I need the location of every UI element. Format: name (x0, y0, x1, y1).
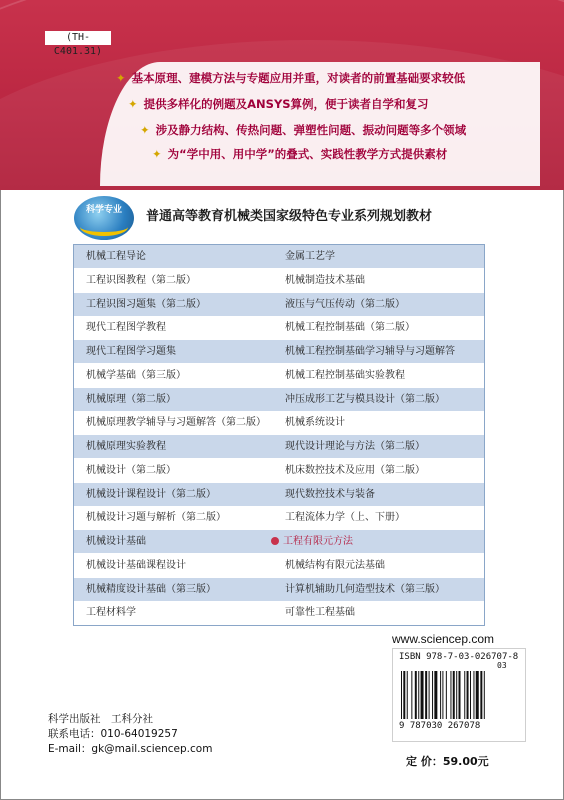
series-logo (74, 196, 134, 240)
barcode-bar (467, 671, 469, 719)
book-title-right: 机械工程控制基础实验教程 (285, 369, 405, 381)
book-title-left: 机械原理（第二版） (86, 393, 176, 405)
star-bullet-icon: ✦ (116, 71, 126, 85)
book-row (74, 506, 484, 529)
barcode-bar (432, 671, 433, 719)
feature-item (140, 122, 466, 138)
barcode (392, 648, 526, 742)
book-title-left: 机械原理实验教程 (86, 441, 166, 452)
barcode-bar (480, 671, 482, 719)
barcode-bar (434, 671, 437, 719)
book-row (74, 411, 484, 434)
book-title-left: 机械精度设计基础（第三版） (86, 583, 216, 595)
star-bullet-icon: ✦ (140, 123, 150, 137)
book-title-right: 机床数控技术及应用（第二版） (285, 464, 425, 476)
book-title-left: 工程识图习题集（第二版） (86, 298, 206, 310)
book-row (74, 269, 484, 292)
barcode-bar (470, 671, 471, 719)
barcode-bar (403, 671, 405, 719)
book-list (73, 244, 485, 626)
book-title-left: 机械原理教学辅导与习题解答（第二版） (86, 417, 266, 429)
book-title-left: 工程材料学 (86, 607, 136, 619)
barcode-bar (476, 671, 479, 719)
price: 定 价：59.00元 (406, 755, 489, 768)
book-row (74, 601, 484, 624)
isbn-text: ISBN 978-7-03-026707-8 (399, 652, 519, 662)
book-row (74, 578, 484, 601)
book-title-left: 机械设计基础课程设计 (86, 559, 186, 571)
book-row (74, 388, 484, 411)
book-title-left: 机械学基础（第三版） (86, 369, 186, 381)
barcode-bar (459, 671, 461, 719)
star-bullet-icon: ✦ (128, 97, 138, 111)
book-title-right: 机械工程控制基础学习辅导与习题解答 (285, 346, 455, 357)
feature-item (128, 96, 429, 112)
feature-text: 为“学中用、用中学”的叠式、实践性教学方式提供素材 (167, 147, 448, 161)
feature-text: 涉及静力结构、传热问题、弹塑性问题、振动问题等多个领域 (155, 123, 467, 137)
barcode-digits: 9 787030 267078 (399, 721, 481, 731)
barcode-bar (421, 671, 424, 719)
barcode-bar (401, 671, 402, 719)
website-link[interactable]: www.sciencep.com (392, 632, 495, 646)
book-row (74, 340, 484, 363)
book-title-left: 机械设计习题与解析（第二版） (86, 512, 226, 524)
highlight-dot-icon (271, 537, 279, 545)
feature-item (116, 70, 465, 86)
book-title-left: 机械工程导论 (86, 251, 146, 262)
book-title-right (271, 530, 353, 553)
book-title-left: 现代工程图学习题集 (86, 346, 176, 357)
book-title-right: 冲压成形工艺与模具设计（第二版） (285, 393, 445, 405)
barcode-bar (429, 671, 430, 719)
book-row (74, 293, 484, 316)
book-title-text: 工程有限元方法 (283, 536, 353, 547)
book-title-left: 机械设计基础 (86, 536, 146, 547)
barcode-bar (453, 671, 455, 719)
publisher-phone: 联系电话：010-64019257 (48, 728, 178, 740)
book-title-left: 机械设计课程设计（第二版） (86, 488, 216, 500)
catalog-code: (TH-C401.31) (45, 31, 111, 45)
star-bullet-icon: ✦ (152, 147, 162, 161)
book-row (74, 554, 484, 577)
book-row (74, 316, 484, 339)
barcode-bar (473, 671, 474, 719)
barcode-bar (415, 671, 417, 719)
logo-swoosh-icon (80, 218, 128, 236)
book-row (74, 483, 484, 506)
book-row (74, 459, 484, 482)
publisher-name: 科学出版社 工科分社 (48, 713, 153, 725)
book-title-right: 计算机辅助几何造型技术（第三版） (285, 583, 445, 595)
book-title-right: 可靠性工程基础 (285, 607, 355, 619)
barcode-bar (456, 671, 457, 719)
book-title-left: 工程识图教程（第二版） (86, 274, 196, 286)
feature-text: 基本原理、建模方法与专题应用并重，对读者的前置基础要求较低 (131, 71, 466, 85)
book-title-left: 现代工程图学教程 (86, 322, 166, 334)
barcode-bars (401, 671, 519, 719)
publisher-info (48, 712, 212, 757)
barcode-bar (440, 671, 441, 719)
barcode-bar (411, 671, 412, 719)
book-title-right: 液压与气压传动（第二版） (285, 298, 405, 310)
barcode-bar (464, 671, 465, 719)
book-title-right: 机械制造技术基础 (285, 274, 365, 286)
book-row (74, 364, 484, 387)
barcode-bar (418, 671, 419, 719)
barcode-bar (425, 671, 427, 719)
barcode-bar (407, 671, 408, 719)
book-title-right: 现代数控技术与装备 (285, 488, 375, 500)
book-title-right: 现代设计理论与方法（第二版） (285, 441, 425, 452)
barcode-bar (442, 671, 443, 719)
book-row (74, 435, 484, 458)
book-row (74, 245, 484, 268)
book-title-right: 机械结构有限元法基础 (285, 559, 385, 571)
barcode-bar (450, 671, 451, 719)
barcode-bar (446, 671, 447, 719)
barcode-bar (484, 671, 485, 719)
series-title: 普通高等教育机械类国家级特色专业系列规划教材 (146, 209, 433, 224)
logo-text: 科学专业 (85, 205, 122, 215)
barcode-addon: 03 (497, 661, 507, 670)
book-row (74, 530, 484, 553)
feature-item (152, 146, 447, 162)
book-title-right: 金属工艺学 (285, 251, 335, 262)
feature-text: 提供多样化的例题及ANSYS算例，便于读者自学和复习 (143, 97, 429, 111)
book-title-right: 工程流体力学（上、下册） (285, 512, 405, 524)
book-title-right: 机械工程控制基础（第二版） (285, 322, 415, 334)
book-title-right: 机械系统设计 (285, 417, 345, 429)
book-title-left: 机械设计（第二版） (86, 464, 176, 476)
publisher-email[interactable]: E-mail：gk@mail.sciencep.com (48, 743, 213, 755)
